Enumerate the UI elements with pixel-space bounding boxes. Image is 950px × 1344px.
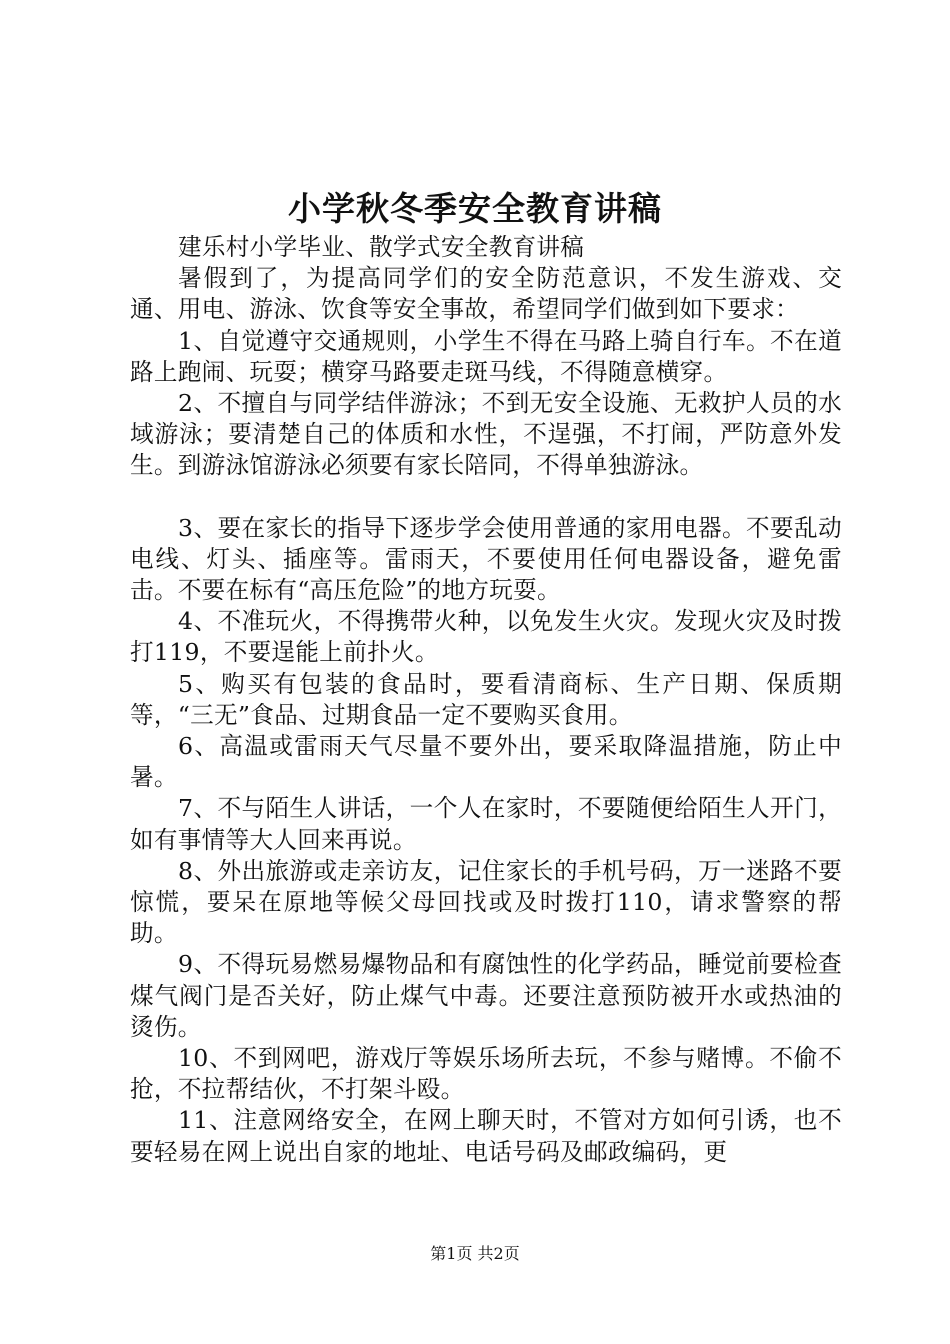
paragraph-intro: 暑假到了，为提高同学们的安全防范意识，不发生游戏、交通、用电、游泳、饮食等安全事故，希望同学们做到如下要求： [130,264,842,324]
paragraph-subtitle: 建乐村小学毕业、散学式安全教育讲稿 [178,233,585,261]
paragraph-item-9: 9、不得玩易燃易爆物品和有腐蚀性的化学药品，睡觉前要检查煤气阀门是否关好，防止煤气中毒。还要注意预防被开水或热油的烫伤。 [130,950,842,1041]
paragraph-item-8: 8、外出旅游或走亲访友，记住家长的手机号码，万一迷路不要惊慌，要呆在原地等候父母回找或及时拨打110，请求警察的帮助。 [130,856,842,948]
paragraph-item-6: 6、高温或雷雨天气尽量不要外出，要采取降温措施，防止中暑。 [130,732,842,792]
paragraph-gap [130,482,842,513]
document-title: 小学秋冬季安全教育讲稿 [288,189,662,228]
paragraph-item-2: 2、不擅自与同学结伴游泳；不到无安全设施、无救护人员的水域游泳；要清楚自己的体质和水性，不逞强，不打闹，严防意外发生。到游泳馆游泳必须要有家长陪同，不得单独游泳。 [130,389,842,480]
paragraph-item-3: 3、要在家长的指导下逐步学会使用普通的家用电器。不要乱动电线、灯头、插座等。雷雨天，不要使用任何电器设备，避免雷击。不要在标有“高压危险”的地方玩耍。 [130,513,842,605]
paragraph-item-4: 4、不准玩火，不得携带火种，以免发生火灾。发现火灾及时拨打119，不要逞能上前扑火。 [130,607,842,667]
paragraph-item-11: 11、注意网络安全，在网上聊天时，不管对方如何引诱，也不要轻易在网上说出自家的地址、电话号码及邮政编码，更 [130,1106,842,1166]
paragraph-item-7: 7、不与陌生人讲话，一个人在家时，不要随便给陌生人开门，如有事情等大人回来再说。 [130,794,842,854]
page-number-footer: 第1页 共2页 [430,1244,520,1263]
paragraph-item-10: 10、不到网吧，游戏厅等娱乐场所去玩，不参与赌博。不偷不抢，不拉帮结伙，不打架斗殴。 [130,1044,842,1104]
paragraph-item-5: 5、购买有包装的食品时，要看清商标、生产日期、保质期等，“三无”食品、过期食品一定不要购买食用。 [130,669,842,729]
paragraph-item-1: 1、自觉遵守交通规则，小学生不得在马路上骑自行车。不在道路上跑闹、玩耍；横穿马路要走斑马线，不得随意横穿。 [130,326,842,386]
document-body [130,232,842,1168]
